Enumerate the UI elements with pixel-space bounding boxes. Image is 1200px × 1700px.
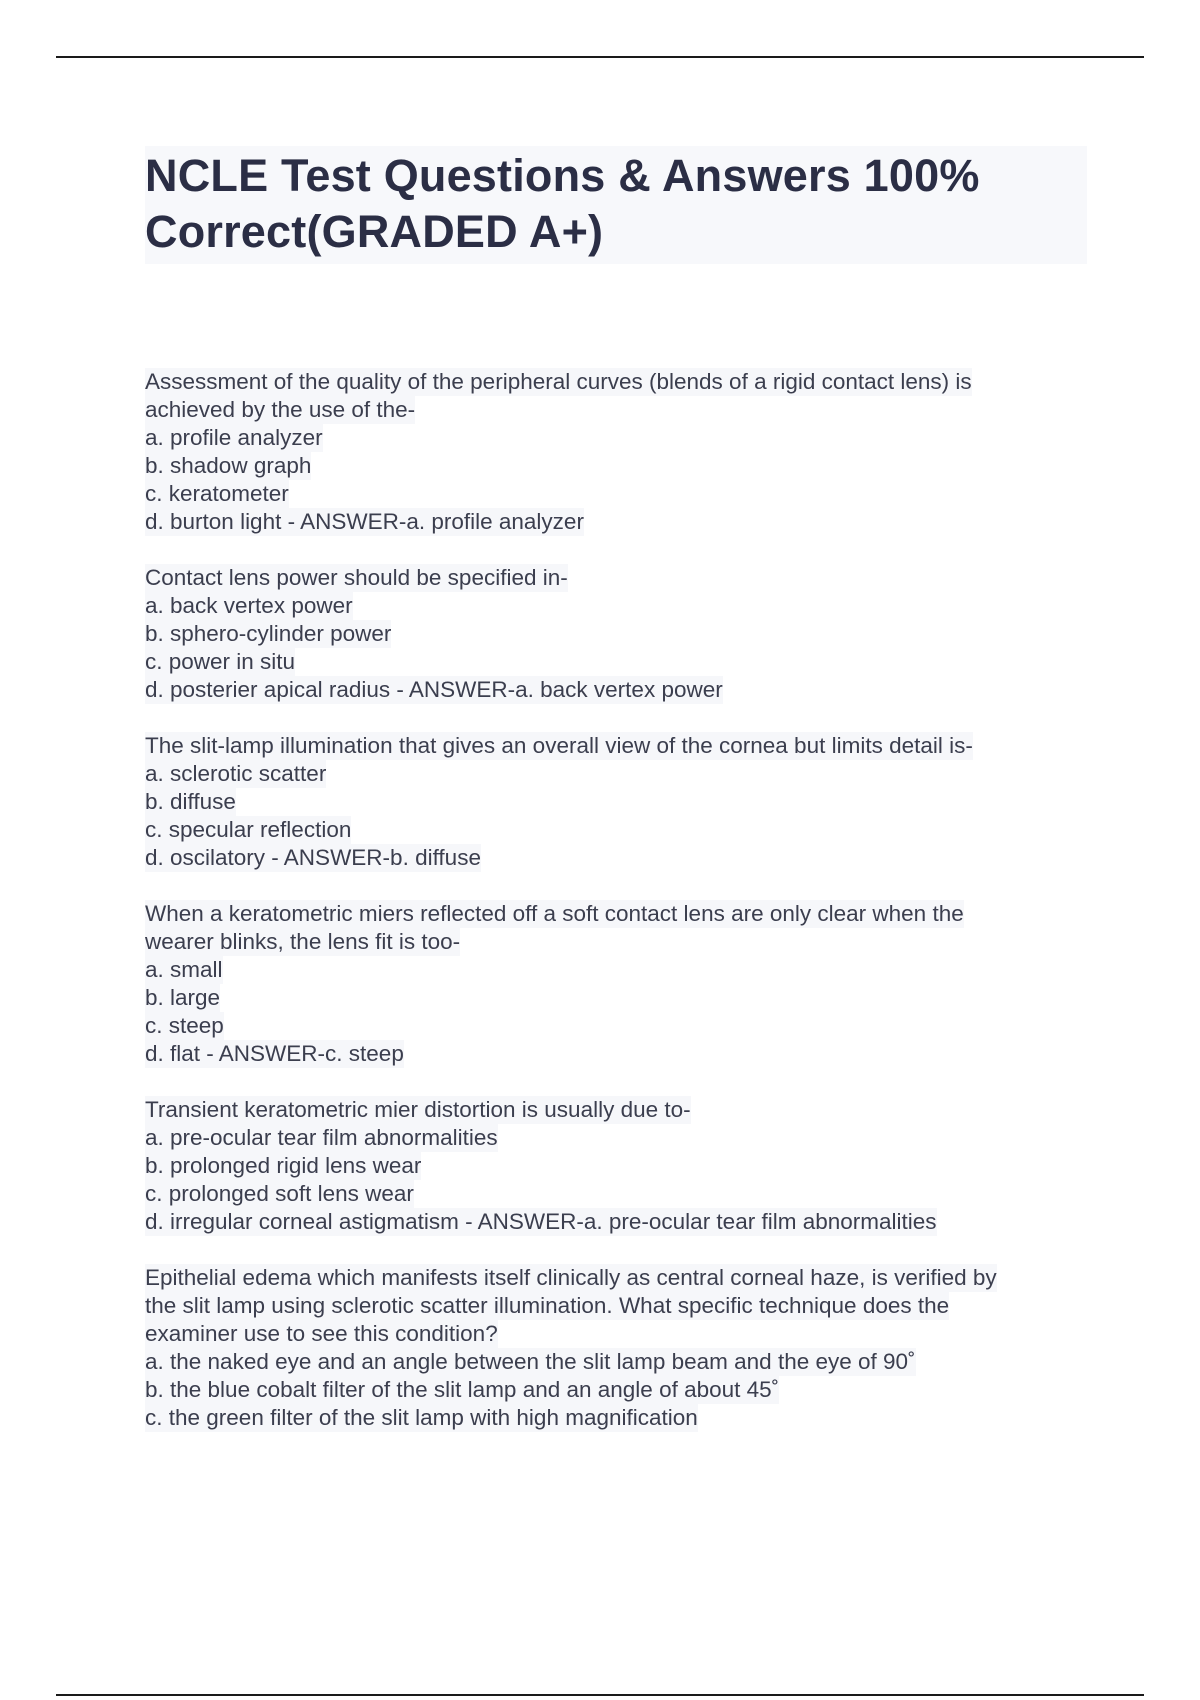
answer-option: b. sphero-cylinder power	[145, 621, 392, 646]
question-text: wearer blinks, the lens fit is too-	[145, 929, 461, 954]
answer-option: b. the blue cobalt filter of the slit lamp and an angle of about 45˚	[145, 1377, 780, 1402]
answer-option-with-answer: d. irregular corneal astigmatism - ANSWER-a. pre-ocular tear film abnormalities	[145, 1209, 937, 1234]
answer-option: b. shadow graph	[145, 453, 312, 478]
answer-option: c. the green filter of the slit lamp with high magnification	[145, 1405, 698, 1430]
question-block	[145, 732, 1095, 872]
answer-option: b. large	[145, 985, 221, 1010]
answer-option-with-answer: d. burton light - ANSWER-a. profile analyzer	[145, 509, 584, 534]
answer-option-with-answer: d. oscilatory - ANSWER-b. diffuse	[145, 845, 481, 870]
question-text: Contact lens power should be specified in-	[145, 565, 568, 590]
question-text: The slit-lamp illumination that gives an overall view of the cornea but limits detail is-	[145, 733, 973, 758]
question-block	[145, 368, 1095, 536]
answer-option: c. power in situ	[145, 649, 296, 674]
answer-option: a. sclerotic scatter	[145, 761, 327, 786]
answer-option: a. the naked eye and an angle between the slit lamp beam and the eye of 90˚	[145, 1349, 916, 1374]
title-block	[145, 146, 1087, 264]
question-text: achieved by the use of the-	[145, 397, 416, 422]
question-text: Assessment of the quality of the peripheral curves (blends of a rigid contact lens) is	[145, 369, 972, 394]
bottom-rule	[56, 1694, 1144, 1696]
question-block	[145, 900, 1095, 1068]
answer-option: c. steep	[145, 1013, 224, 1038]
answer-option: a. small	[145, 957, 223, 982]
top-rule	[56, 56, 1144, 58]
question-text: Transient keratometric mier distortion is usually due to-	[145, 1097, 691, 1122]
question-block	[145, 1264, 1095, 1432]
title-line: NCLE Test Questions & Answers 100%	[145, 150, 980, 201]
question-text: When a keratometric miers reflected off a soft contact lens are only clear when the	[145, 901, 964, 926]
answer-option: c. keratometer	[145, 481, 289, 506]
question-text: Epithelial edema which manifests itself clinically as central corneal haze, is verified by	[145, 1265, 997, 1290]
answer-option: a. back vertex power	[145, 593, 353, 618]
answer-option: a. profile analyzer	[145, 425, 323, 450]
answer-option: b. prolonged rigid lens wear	[145, 1153, 422, 1178]
question-block	[145, 1096, 1095, 1236]
question-text: examiner use to see this condition?	[145, 1321, 498, 1346]
answer-option: b. diffuse	[145, 789, 236, 814]
answer-option-with-answer: d. posterier apical radius - ANSWER-a. back vertex power	[145, 677, 723, 702]
answer-option: c. prolonged soft lens wear	[145, 1181, 414, 1206]
title-line: Correct(GRADED A+)	[145, 206, 604, 257]
answer-option: c. specular reflection	[145, 817, 352, 842]
question-list	[145, 368, 1095, 1460]
answer-option-with-answer: d. flat - ANSWER-c. steep	[145, 1041, 404, 1066]
question-text: the slit lamp using sclerotic scatter illumination. What specific technique does the	[145, 1293, 950, 1318]
document-title	[145, 148, 1087, 260]
question-block	[145, 564, 1095, 704]
answer-option: a. pre-ocular tear film abnormalities	[145, 1125, 498, 1150]
